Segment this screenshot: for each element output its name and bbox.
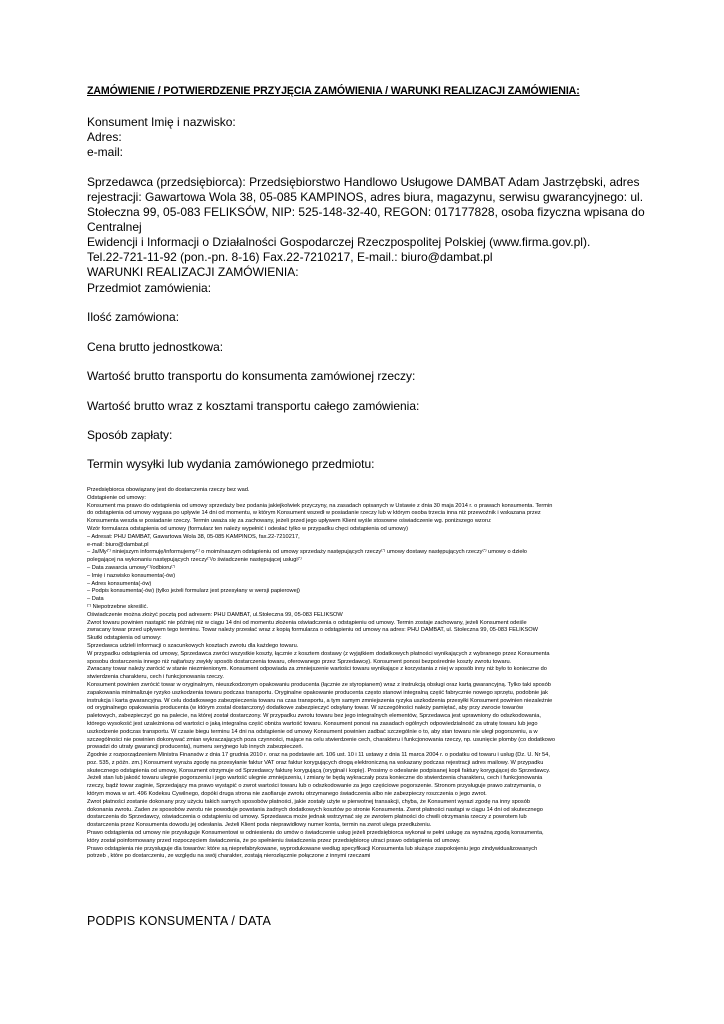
seller-line: Ewidencji i Informacji o Działalności Gospodarczej Rzeczpospolitej Polskiej (www.firma.gov.pl). bbox=[87, 235, 591, 249]
document-title: ZAMÓWIENIE / POTWIERDZENIE PRZYJĘCIA ZAMÓWIENIA / WARUNKI REALIZACJI ZAMÓWIENIA: bbox=[87, 85, 580, 97]
seller-line: Tel.22-721-11-92 (pon.-pn. 8-16) Fax.22-7210217, E-mail.: biuro@dambat.pl bbox=[87, 250, 493, 264]
terms-line: Prawo odstąpienia od umowy nie przysługuje Konsumentowi w odniesieniu do umów o świadczenie usług jeżeli przedsiębiorca wykonał w pełni usługę za wyraźną zgodą konsumenta, bbox=[87, 830, 544, 837]
terms-line: Zgodnie z rozporządzeniem Ministra Finansów z dnia 17 grudnia 2010 r. oraz na podstawie art. 106 ust. 10 i 11 ustawy z dnia 11 marca 2004 r. o podatku od towaru i usług (Dz. U. Nr 54, bbox=[87, 752, 550, 759]
terms-line: szczególności nie powinien dokonywać zmian wykraczających poza czynności, mające na celu stwierdzenie cech, charakteru i funkcjonowania rzeczy, np. usunięcie plomby (co dodatkowo bbox=[87, 736, 555, 743]
terms-line: – Data bbox=[87, 596, 104, 603]
conditions-heading: WARUNKI REALIZACJI ZAMÓWIENIA: bbox=[87, 265, 299, 279]
terms-line: stwierdzenia charakteru, cech i funkcjonowania rzeczy. bbox=[87, 674, 224, 681]
terms-line: Zwracany towar należy zwrócić w stanie niezmienionym. Konsument odpowiada za zmniejszenie wartości towaru wynikające z korzystania z niej w sposób inny niż było to konieczne do bbox=[87, 666, 547, 673]
field-unit-price: Cena brutto jednostkowa: bbox=[87, 340, 224, 354]
terms-line: – Adresat: PHU DAMBAT, Gawartowa Wola 38, 05-085 KAMPINOS, fax.22-7210217, bbox=[87, 533, 300, 540]
terms-line: – Data zawarcia umowy(*)/odbioru(*) bbox=[87, 564, 176, 571]
terms-line: – Adres konsumenta(-ów) bbox=[87, 580, 152, 587]
consumer-section bbox=[87, 115, 647, 160]
terms-line: do odstąpienia od umowy wygasa po upływie 14 dni od momentu, w którym Konsument wszedł w posiadanie rzeczy lub w którym osoba trzecia inna niż przewoźnik i wskazana przez bbox=[87, 510, 541, 517]
field-subject: Przedmiot zamówienia: bbox=[87, 281, 212, 295]
terms-line: Przedsiębiorca obowiązany jest do dostarczenia rzeczy bez wad. bbox=[87, 487, 250, 493]
field-transport-value: Wartość brutto transportu do konsumenta zamówionej rzeczy: bbox=[87, 369, 416, 383]
terms-line: Jeżeli stan lub jakość towaru ulegnie pogorszeniu i jego wartość ulegnie zmniejszeniu, i zmiany te będą wykraczały poza konieczne do stwierdzenia charakteru, cech i funkcjonowania bbox=[87, 775, 543, 782]
terms-line: skutecznego odstąpienia od umowy, Konsument otrzymuje od Sprzedawcy fakturę korygującą (oryginał i kopię). Prosimy o odesłanie podpisanej kopii faktury korygującej do Sprzedawcy. bbox=[87, 767, 551, 774]
consumer-email-line: e-mail: bbox=[87, 145, 124, 159]
terms-line: zwracany towar przed upływem tego terminu. Towar należy przesłać wraz z kopią formularza o odstąpieniu od umowy na adres: PHU DAMBAT, ul. Stołeczna 99, 05-083 FELIKSÓW bbox=[87, 627, 538, 634]
terms-line: dokonania zwrotu. Żaden ze sposobów zwrotu nie powoduje powstania żadnych dodatkowych kosztów po stronie Konsumenta. Zwrot płatności nastąpi w ciągu 14 dni od skutecznego bbox=[87, 806, 543, 813]
terms-line: którego wysokość jest uzależniona od wartości o jaką integralna część obniża wartość towaru. Konsument ponosi na zasadach ogólnych odpowiedzialność za utratę towaru lub jego bbox=[87, 720, 538, 727]
consumer-name-line: Konsument Imię i nazwisko: bbox=[87, 115, 236, 129]
terms-line: Konsument powinien zwrócić towar w oryginalnym, nieuszkodzonym opakowaniu producenta (łącznie ze styropianem) wraz z instrukcją obsługi oraz kartą gwarancyjną. Tylko taki sposób bbox=[87, 681, 551, 688]
terms-line: polegającej na wykonaniu następujących rzeczy(*)/o świadczenie następującej usługi(*) bbox=[87, 557, 302, 564]
terms-line: W przypadku odstąpienia od umowy, Sprzedawca zwróci wszystkie koszty, łącznie z kosztem dostawy (z wyjątkiem dodatkowych płatności wynikających z wybranego przez Konsumenta bbox=[87, 650, 550, 657]
terms-line: (*) Niepotrzebne skreślić. bbox=[87, 603, 149, 610]
terms-line: zapakowania minimalizuje ryzyko uszkodzenia towaru podczas transportu. Oryginalne opakowanie producenta często stanowi integralną część fabrycznie nowego sprzętu, podobnie jak bbox=[87, 689, 548, 696]
terms-line: dostarczenia przez Konsumenta dowodu jej odesłania. Jeżeli Klient poda nieprawidłowy numer konta, termin na zwrot ulega przedłużeniu. bbox=[87, 822, 432, 829]
consumer-address-line: Adres: bbox=[87, 130, 122, 144]
terms-line: który został poinformowany przed rozpoczęciem świadczenia, że po spełnieniu świadczenia przez przedsiębiorcę utraci prawo odstąpienia od umowy. bbox=[87, 837, 461, 844]
terms-line: paletowych, zabezpieczyć go na palecie, na której został dostarczony. W przypadku zwrotu towaru bez jego integralnych elementów, Sprzedawca jest uprawniony do odszkodowania, bbox=[87, 713, 541, 720]
terms-line: Konsumenta weszła w posiadanie rzeczy. Termin uważa się za zachowany, jeżeli przed jego upływem Klient wyśle stosowne oświadczenie wg. poniższego wzoru: bbox=[87, 518, 492, 525]
terms-line: potrzeb , które po dostarczeniu, ze względu na swój charakter, zostają nierozłącznie połączone z innymi rzeczami bbox=[87, 853, 371, 860]
terms-line: Zwrot płatności zostanie dokonany przy użyciu takich samych sposobów płatności, jakie zostały użyte w pierwotnej transakcji, chyba, że Konsument wyrazi zgodę na inny sposób bbox=[87, 798, 531, 805]
terms-line: Wzór formularza odstąpienia od umowy (formularz ten należy wypełnić i odesłać tylko w przypadku chęci odstąpienia od umowy) bbox=[87, 525, 409, 532]
seller-line: Sprzedawca (przedsiębiorca): Przedsiębiorstwo Handlowo Usługowe DAMBAT Adam Jastrzębski, adres bbox=[87, 175, 640, 189]
terms-line: – Podpis konsumenta(-ów) (tylko jeżeli formularz jest przesyłany w wersji papierowej) bbox=[87, 588, 300, 595]
field-quantity: Ilość zamówiona: bbox=[87, 310, 180, 324]
terms-line: – Ja/My(*) niniejszym informuję/informujemy(*) o moim/naszym odstąpieniu od umowy sprzedaży następujących rzeczy(*) umowy dostawy następujących rzeczy(*) umowy o dzieło bbox=[87, 549, 527, 556]
terms-line: Skutki odstąpienia od umowy: bbox=[87, 635, 162, 642]
terms-line: Sprzedawca udzieli informacji o szacunkowych kosztach zwrotu dla każdego towaru. bbox=[87, 642, 299, 649]
terms-line: e-mail: biuro@dambat.pl bbox=[87, 541, 149, 548]
terms-line: uszkodzenie podczas transportu. W czasie biegu terminu 14 dni na odstąpienie od umowy Konsument powinien zadbać szczególnie o to, aby stan towaru nie uległ pogorszeniu, a w bbox=[87, 728, 538, 735]
terms-section bbox=[87, 487, 647, 861]
seller-section bbox=[87, 175, 647, 280]
terms-line: Zwrot towaru powinien nastąpić nie później niż w ciągu 14 dni od momentu złożenia oświadczenia o odstąpieniu od umowy. Termin zostaje zachowany, jeżeli Konsument odeśle bbox=[87, 619, 527, 626]
terms-line: – Imię i nazwisko konsumenta(-ów) bbox=[87, 572, 176, 579]
field-total-value: Wartość brutto wraz z kosztami transportu całego zamówienia: bbox=[87, 399, 420, 413]
seller-line: rejestracji: Gawartowa Wola 38, 05-085 KAMPINOS, adres biura, magazynu, serwisu gwarancyjnego: ul. bbox=[87, 190, 644, 204]
terms-line: Odstąpienie od umowy: bbox=[87, 494, 146, 501]
terms-line: Prawo odstąpienia nie przysługuje dla towarów: które są nieprefabrykowane, wyprodukowane według specyfikacji Konsumenta lub służące zaspokojeniu jego zindywidualizowanych bbox=[87, 845, 538, 852]
terms-line: poz. 535, z późn. zm.) Konsument wyraża zgodę na przesyłanie faktur VAT oraz faktur korygujących drogą elektroniczną na wskazany podczas rejestracji adres mailowy. W przypadku bbox=[87, 759, 544, 766]
terms-line: od oryginalnego opakowania producenta (w którym został dostarczony) dodatkowe zabezpieczyć odsyłany towar. W szczególności należy pamiętać, aby przy zwrocie towarów bbox=[87, 705, 524, 712]
terms-line: sposobu dostarczenia innego niż najtańszy zwykły sposób dostarczenia towaru, oferowanego przez Sprzedawcę). Konsument ponosi bezpośrednie koszty zwrotu towaru. bbox=[87, 658, 512, 665]
terms-line: Konsument ma prawo do odstąpienia od umowy sprzedaży bez podania jakiejkolwiek przyczyny, na zasadach opisanych w Ustawie z dnia 30 maja 2014 r. o prawach konsumenta. Termin bbox=[87, 502, 553, 509]
terms-line: prowadzi do utraty gwarancji producenta), numeru seryjnego lub innych zabezpieczeń. bbox=[87, 744, 304, 751]
consumer-signature-label: PODPIS KONSUMENTA / DATA bbox=[87, 914, 271, 928]
terms-line: którym mowa w art. 496 Kodeksu Cywilnego, dopóki druga strona nie zaofiaruje zwrotu otrzymanego świadczenia albo nie zabezpieczy roszczenia o jego zwrot. bbox=[87, 791, 487, 798]
terms-line: dostarczenia do Sprzedawcy, oświadczenia o odstąpieniu od umowy. Sprzedawca może jednak wstrzymać się ze zwrotem płatności do chwili otrzymania rzeczy z powrotem lub bbox=[87, 814, 527, 821]
terms-line: instrukcja i karta gwarancyjna. W celu dodatkowego zabezpieczenia towaru na czas transportu, a tym samym zmniejszenia ryzyka uszkodzenia przesyłki Konsument powinien niezależnie bbox=[87, 697, 553, 704]
field-payment: Sposób zapłaty: bbox=[87, 428, 173, 442]
terms-line: Oświadczenie można złożyć pocztą pod adresem: PHU DAMBAT, ul.Stołeczna 99, 05-083 FELIKSÓW bbox=[87, 611, 343, 618]
seller-line: Stołeczna 99, 05-083 FELIKSÓW, NIP: 525-148-32-40, REGON: 017177828, osoba fizyczna wpisana do Centralnej bbox=[87, 205, 645, 234]
terms-line: rzeczy, bądź towar zaginie, Sprzedający ma prawo wystąpić o zwrot wartości towaru lub o odszkodowanie za jego częściowe pogorszenie. Stronom przysługuje prawo zatrzymania, o bbox=[87, 783, 541, 790]
field-dispatch-term: Termin wysyłki lub wydania zamówionego przedmiotu: bbox=[87, 457, 375, 471]
